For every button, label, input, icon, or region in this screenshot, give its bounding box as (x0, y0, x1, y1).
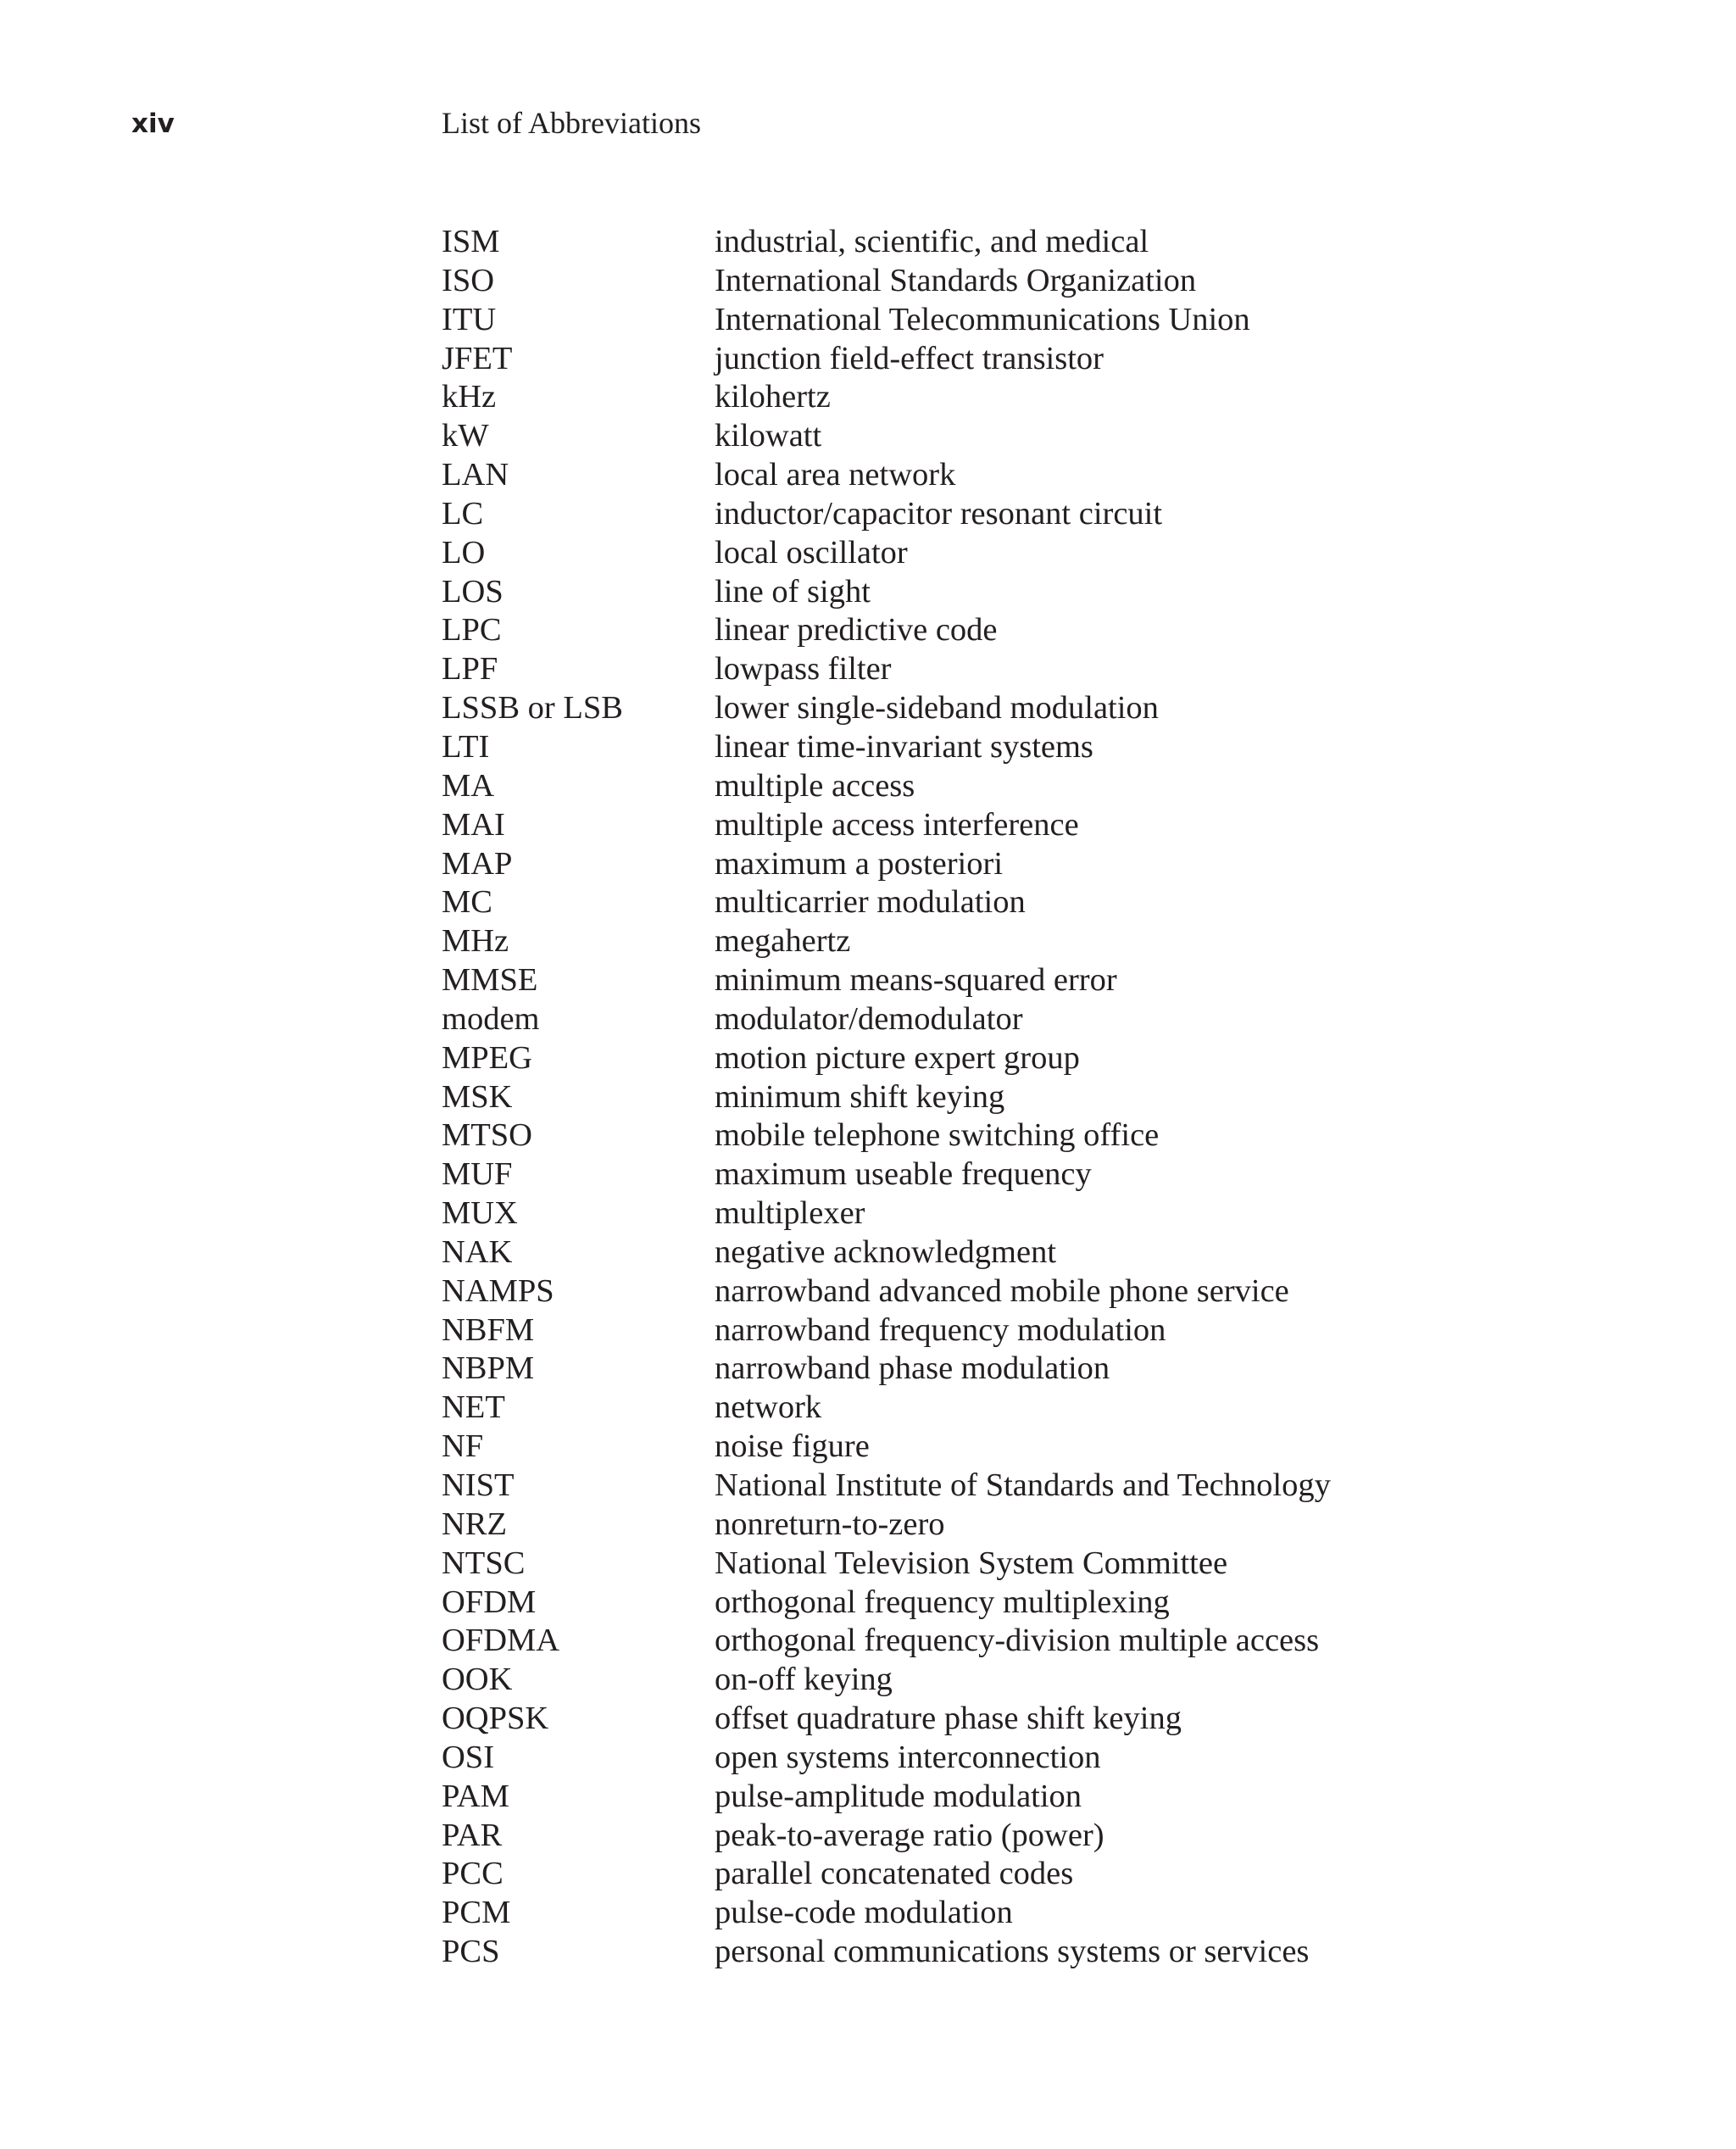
abbreviation-row (442, 1389, 1628, 1428)
abbreviation-row (442, 1467, 1628, 1506)
abbreviation-definition: National Institute of Standards and Technology (715, 1467, 1331, 1503)
abbreviation-definition: lowpass filter (715, 651, 892, 688)
abbreviation-definition: pulse-amplitude modulation (715, 1778, 1082, 1814)
abbreviation-row (442, 1039, 1628, 1078)
abbreviation-term: kHz (442, 379, 497, 415)
abbreviation-definition: parallel concatenated codes (715, 1856, 1074, 1892)
abbreviation-row (442, 1933, 1628, 1972)
abbreviation-term: PCM (442, 1895, 511, 1931)
abbreviation-definition: noise figure (715, 1428, 870, 1465)
abbreviation-definition: inductor/capacitor resonant circuit (715, 495, 1163, 532)
abbreviation-definition: minimum means-squared error (715, 962, 1117, 999)
abbreviation-term: PAM (442, 1778, 509, 1814)
abbreviation-definition: multiple access (715, 767, 915, 804)
abbreviation-definition: motion picture expert group (715, 1039, 1080, 1076)
abbreviation-definition: minimum shift keying (715, 1078, 1005, 1115)
abbreviation-row (442, 961, 1628, 1000)
page-number: xiv (131, 109, 175, 139)
abbreviation-definition: International Standards Organization (715, 262, 1197, 298)
abbreviation-term: MUX (442, 1195, 518, 1232)
abbreviation-term: LC (442, 495, 484, 532)
abbreviation-row (442, 1350, 1628, 1389)
abbreviation-definition: orthogonal frequency multiplexing (715, 1584, 1170, 1620)
abbreviation-term: OFDMA (442, 1623, 560, 1659)
abbreviation-row (442, 223, 1628, 262)
abbreviation-row (442, 262, 1628, 301)
abbreviation-row (442, 1700, 1628, 1739)
abbreviation-row (442, 340, 1628, 379)
abbreviation-row (442, 611, 1628, 650)
abbreviation-term: NAMPS (442, 1272, 554, 1309)
abbreviation-row (442, 689, 1628, 728)
abbreviation-definition: multiple access interference (715, 806, 1079, 843)
abbreviation-term: ITU (442, 301, 497, 337)
abbreviation-definition: multicarrier modulation (715, 884, 1026, 921)
abbreviation-definition: on-off keying (715, 1662, 893, 1698)
abbreviation-definition: multiplexer (715, 1195, 865, 1232)
abbreviation-row (442, 456, 1628, 495)
abbreviation-term: MMSE (442, 962, 538, 999)
abbreviation-row (442, 1155, 1628, 1194)
abbreviation-row (442, 1545, 1628, 1584)
abbreviation-definition: National Television System Committee (715, 1545, 1228, 1581)
abbreviation-term: NBPM (442, 1350, 535, 1387)
abbreviation-row (442, 1894, 1628, 1933)
abbreviation-term: OFDM (442, 1584, 537, 1620)
abbreviation-row (442, 1272, 1628, 1311)
abbreviation-term: NBFM (442, 1311, 535, 1348)
abbreviation-row (442, 1194, 1628, 1233)
abbreviation-row (442, 417, 1628, 456)
abbreviation-term: MA (442, 767, 495, 804)
abbreviation-term: MAI (442, 806, 505, 843)
abbreviation-definition: International Telecommunications Union (715, 301, 1250, 337)
abbreviation-definition: local area network (715, 457, 956, 493)
abbreviation-definition: line of sight (715, 573, 871, 610)
abbreviation-term: MUF (442, 1156, 513, 1193)
abbreviation-term: ISM (442, 224, 500, 259)
abbreviation-term: NIST (442, 1467, 515, 1503)
abbreviation-row (442, 1000, 1628, 1039)
abbreviation-definition: negative acknowledgment (715, 1233, 1057, 1270)
abbreviation-term: MTSO (442, 1117, 532, 1154)
abbreviation-term: MSK (442, 1078, 513, 1115)
abbreviation-term: NET (442, 1389, 505, 1426)
abbreviation-term: PCC (442, 1856, 504, 1892)
abbreviation-definition: narrowband phase modulation (715, 1350, 1110, 1387)
abbreviation-term: MPEG (442, 1039, 532, 1076)
abbreviation-term: JFET (442, 340, 513, 376)
abbreviation-definition: narrowband frequency modulation (715, 1311, 1166, 1348)
abbreviation-list (442, 223, 1628, 1972)
abbreviation-row (442, 573, 1628, 612)
abbreviation-term: LSSB or LSB (442, 690, 623, 727)
abbreviation-definition: offset quadrature phase shift keying (715, 1701, 1182, 1737)
abbreviation-term: LO (442, 534, 486, 571)
abbreviation-row (442, 1817, 1628, 1856)
abbreviation-row (442, 1311, 1628, 1350)
abbreviation-row (442, 806, 1628, 845)
abbreviation-row (442, 1078, 1628, 1117)
abbreviation-term: LTI (442, 728, 490, 765)
abbreviation-term: PCS (442, 1934, 500, 1970)
running-head-title: List of Abbreviations (442, 106, 701, 140)
abbreviation-term: NRZ (442, 1506, 507, 1542)
abbreviation-definition: megahertz (715, 923, 851, 960)
abbreviation-term: LOS (442, 573, 504, 610)
abbreviation-row (442, 495, 1628, 534)
abbreviation-term: LAN (442, 457, 509, 493)
abbreviation-definition: personal communications systems or services (715, 1934, 1310, 1970)
abbreviation-definition: kilohertz (715, 379, 831, 415)
abbreviation-definition: lower single-sideband modulation (715, 690, 1159, 727)
abbreviation-row (442, 845, 1628, 884)
abbreviation-row (442, 883, 1628, 922)
abbreviation-row (442, 1622, 1628, 1661)
abbreviation-term: NF (442, 1428, 484, 1465)
abbreviation-definition: maximum useable frequency (715, 1156, 1092, 1193)
abbreviation-row (442, 650, 1628, 689)
abbreviation-term: NAK (442, 1233, 513, 1270)
abbreviation-term: PAR (442, 1817, 503, 1853)
abbreviation-definition: modulator/demodulator (715, 1000, 1023, 1037)
abbreviation-definition: kilowatt (715, 418, 822, 454)
abbreviation-term: modem (442, 1000, 540, 1037)
abbreviation-definition: network (715, 1389, 822, 1426)
abbreviation-definition: linear time-invariant systems (715, 728, 1093, 765)
abbreviation-term: OQPSK (442, 1701, 549, 1737)
abbreviation-definition: local oscillator (715, 534, 908, 571)
abbreviation-term: LPC (442, 612, 502, 649)
abbreviation-definition: narrowband advanced mobile phone service (715, 1272, 1289, 1309)
abbreviation-definition: industrial, scientific, and medical (715, 224, 1149, 259)
abbreviation-term: MC (442, 884, 492, 921)
abbreviation-row (442, 378, 1628, 417)
abbreviation-row (442, 767, 1628, 806)
abbreviation-definition: linear predictive code (715, 612, 998, 649)
abbreviation-row (442, 1778, 1628, 1817)
abbreviation-definition: nonreturn-to-zero (715, 1506, 945, 1542)
abbreviation-term: OOK (442, 1662, 513, 1698)
abbreviation-row (442, 1739, 1628, 1778)
abbreviation-row (442, 1428, 1628, 1467)
abbreviation-definition: open systems interconnection (715, 1739, 1101, 1775)
abbreviation-row (442, 728, 1628, 767)
abbreviation-term: MHz (442, 923, 509, 960)
abbreviation-row (442, 1855, 1628, 1894)
abbreviation-term: OSI (442, 1739, 495, 1775)
abbreviation-term: MAP (442, 845, 513, 882)
abbreviation-definition: peak-to-average ratio (power) (715, 1817, 1104, 1853)
abbreviation-row (442, 1661, 1628, 1700)
abbreviation-row (442, 1584, 1628, 1623)
abbreviation-definition: pulse-code modulation (715, 1895, 1013, 1931)
abbreviation-row (442, 1116, 1628, 1155)
abbreviation-term: LPF (442, 651, 498, 688)
abbreviation-definition: orthogonal frequency-division multiple access (715, 1623, 1320, 1659)
abbreviation-row (442, 1506, 1628, 1545)
abbreviation-row (442, 534, 1628, 573)
abbreviation-term: ISO (442, 262, 495, 298)
abbreviation-definition: maximum a posteriori (715, 845, 1004, 882)
abbreviation-term: NTSC (442, 1545, 526, 1581)
abbreviation-row (442, 1233, 1628, 1272)
abbreviation-row (442, 301, 1628, 340)
abbreviation-definition: mobile telephone switching office (715, 1117, 1160, 1154)
abbreviation-term: kW (442, 418, 489, 454)
abbreviation-definition: junction field-effect transistor (715, 340, 1104, 376)
abbreviation-row (442, 922, 1628, 961)
